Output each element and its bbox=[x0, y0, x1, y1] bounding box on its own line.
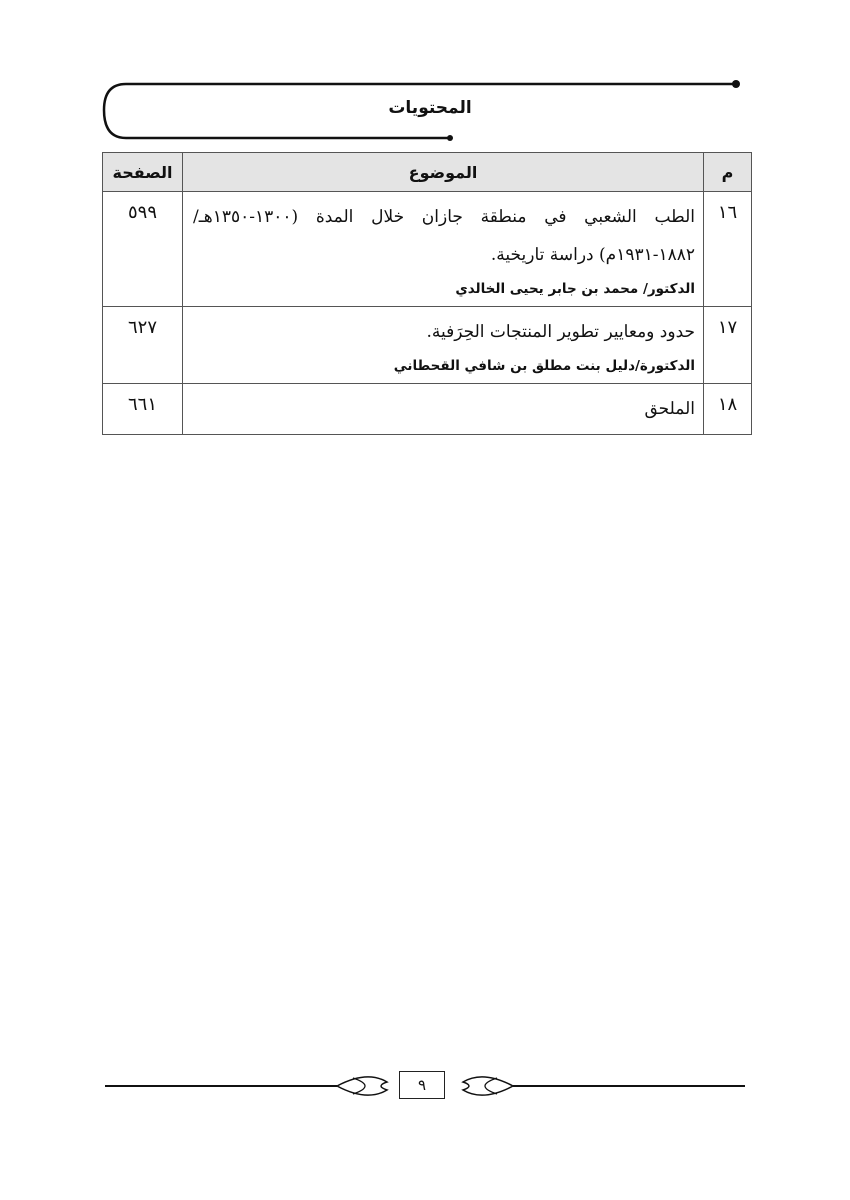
topic-title: حدود ومعايير تطوير المنتجات الحِرَفية. bbox=[426, 322, 695, 342]
table-header-row bbox=[103, 153, 752, 192]
row-page: ٥٩٩ bbox=[103, 192, 183, 307]
header-topic: الموضوع bbox=[183, 153, 704, 192]
topic-title: الطب الشعبي في منطقة جازان خلال المدة (١٣٠٠-١٣٥٠هـ/ ١٨٨٢-١٩٣١م) دراسة تاريخية. bbox=[193, 207, 695, 265]
row-page: ٦٢٧ bbox=[103, 307, 183, 384]
header-num: م bbox=[704, 153, 752, 192]
table-row bbox=[103, 384, 752, 435]
row-number: ١٦ bbox=[704, 192, 752, 307]
row-number: ١٨ bbox=[704, 384, 752, 435]
table-row bbox=[103, 192, 752, 307]
contents-table bbox=[102, 152, 752, 435]
row-topic bbox=[183, 192, 704, 307]
author-name: الدكتورة/دليل بنت مطلق بن شافي القحطاني bbox=[393, 358, 695, 374]
header-page: الصفحة bbox=[103, 153, 183, 192]
row-topic bbox=[183, 307, 704, 384]
row-number: ١٧ bbox=[704, 307, 752, 384]
row-page: ٦٦١ bbox=[103, 384, 183, 435]
author-name: الدكتور/ محمد بن جابر يحيى الخالدي bbox=[455, 281, 695, 297]
page-number: ٩ bbox=[399, 1071, 445, 1099]
table-row bbox=[103, 307, 752, 384]
page-title: المحتويات bbox=[388, 98, 472, 118]
topic-title: الملحق bbox=[644, 399, 695, 419]
row-topic bbox=[183, 384, 704, 435]
